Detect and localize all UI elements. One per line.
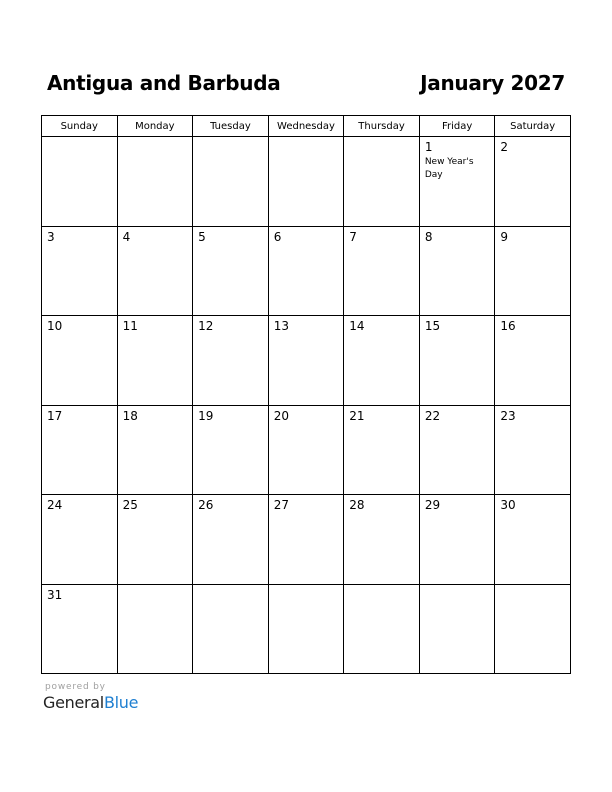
day-number: 22 (424, 408, 441, 423)
weekday-header: Thursday (344, 116, 420, 137)
day-cell (268, 584, 344, 674)
week-row (42, 584, 571, 674)
day-cell (193, 316, 269, 406)
day-cell (419, 495, 495, 585)
day-cell (419, 584, 495, 674)
day-number: 10 (47, 319, 63, 333)
day-cell (344, 405, 420, 495)
day-cell (495, 495, 571, 585)
day-cell (495, 405, 571, 495)
day-number: 7 (349, 229, 357, 244)
week-row (42, 226, 571, 316)
day-number: 26 (198, 498, 214, 512)
day-number: 13 (273, 319, 289, 333)
day-number: 21 (349, 408, 365, 423)
day-number (269, 585, 344, 589)
day-number: 9 (500, 229, 509, 244)
day-cell (495, 226, 571, 316)
weekday-header: Monday (117, 116, 193, 137)
day-number: 27 (273, 498, 289, 512)
day-cell (193, 495, 269, 585)
week-row (42, 316, 571, 406)
day-cell (117, 316, 193, 406)
day-cell (495, 316, 571, 406)
day-cell (193, 405, 269, 495)
day-number: 18 (122, 408, 138, 423)
day-cell (268, 405, 344, 495)
day-number: 28 (349, 498, 365, 512)
day-number: 25 (122, 498, 138, 512)
day-number (344, 585, 419, 589)
day-number (118, 137, 193, 141)
day-cell (42, 226, 118, 316)
week-row (42, 495, 571, 585)
weekday-header: Friday (419, 116, 495, 137)
day-cell (268, 137, 344, 227)
weekday-header: Sunday (42, 116, 118, 137)
day-cell (42, 405, 118, 495)
day-cell (42, 584, 118, 674)
weekday-header: Saturday (495, 116, 571, 137)
day-number: 17 (47, 408, 63, 423)
day-number: 24 (47, 498, 63, 512)
day-number: 14 (349, 319, 365, 333)
brand-blue-text: Blue (103, 693, 139, 712)
footer-branding (43, 682, 138, 712)
day-cell (344, 495, 420, 585)
day-number (344, 137, 419, 141)
holiday-label: New Year's Day (424, 157, 474, 180)
country-title: Antigua and Barbuda (47, 71, 281, 95)
day-number (269, 137, 344, 141)
day-cell (344, 584, 420, 674)
brand-general-text: General (43, 693, 104, 712)
day-cell (419, 226, 495, 316)
day-cell (117, 405, 193, 495)
day-cell (268, 495, 344, 585)
day-cell (344, 316, 420, 406)
day-number: 23 (500, 408, 516, 423)
day-number (193, 585, 268, 589)
month-title: January 2027 (420, 71, 565, 95)
day-number: 15 (424, 319, 441, 333)
day-number: 2 (500, 140, 509, 154)
day-number: 4 (122, 229, 131, 244)
day-cell (268, 226, 344, 316)
weekday-header-row (42, 116, 571, 137)
day-cell (42, 316, 118, 406)
day-cell (42, 137, 118, 227)
day-cell (419, 405, 495, 495)
day-cell (344, 226, 420, 316)
day-number: 19 (198, 408, 214, 423)
weekday-header: Tuesday (193, 116, 269, 137)
day-cell (419, 137, 495, 227)
day-number: 16 (500, 319, 516, 333)
day-cell (117, 495, 193, 585)
day-cell (495, 584, 571, 674)
day-number: 3 (47, 229, 55, 244)
day-number (420, 585, 495, 589)
day-cell (344, 137, 420, 227)
day-cell (117, 584, 193, 674)
day-number: 6 (273, 229, 282, 244)
day-number (118, 585, 193, 589)
day-number: 30 (500, 498, 516, 512)
day-cell (117, 137, 193, 227)
day-number: 5 (198, 229, 206, 244)
weekday-header: Wednesday (268, 116, 344, 137)
week-row (42, 405, 571, 495)
day-number: 12 (198, 319, 214, 333)
day-cell (495, 137, 571, 227)
calendar-grid (41, 115, 571, 674)
day-number (193, 137, 268, 141)
day-cell (193, 137, 269, 227)
day-cell (193, 226, 269, 316)
day-number: 29 (424, 498, 441, 512)
day-number: 8 (424, 229, 433, 244)
day-cell (42, 495, 118, 585)
day-cell (419, 316, 495, 406)
day-number (42, 137, 117, 141)
day-cell (117, 226, 193, 316)
day-number: 11 (122, 319, 138, 333)
day-number: 20 (273, 408, 289, 423)
day-number: 31 (47, 587, 63, 602)
brand-logo[interactable] (43, 693, 138, 712)
day-number: 1 (424, 140, 433, 154)
week-row (42, 137, 571, 227)
day-cell (193, 584, 269, 674)
day-number (495, 585, 570, 589)
day-cell (268, 316, 344, 406)
powered-by-text: powered by (45, 682, 106, 692)
